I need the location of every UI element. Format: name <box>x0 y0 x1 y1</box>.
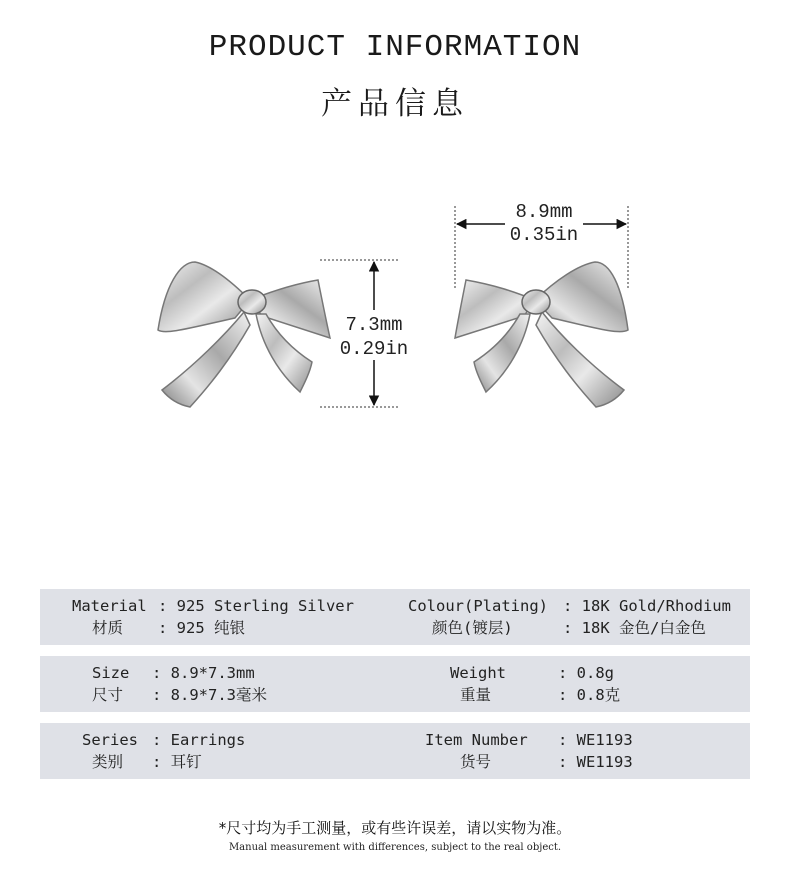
size-value-cn: : 8.9*7.3毫米 <box>152 686 267 704</box>
bow-earring-front-view <box>158 262 330 407</box>
material-label: Material <box>72 597 147 615</box>
height-mm-label: 7.3mm <box>345 314 403 336</box>
weight-label: Weight <box>450 664 506 682</box>
item-number-value-cn: : WE1193 <box>558 753 633 771</box>
item-number-label-cn: 货号 <box>460 753 492 771</box>
colour-label-cn: 颜色(镀层) <box>432 619 513 637</box>
weight-value: : 0.8g <box>558 664 614 682</box>
product-image-area <box>0 190 790 430</box>
size-label: Size <box>92 664 130 682</box>
material-value-cn: : 925 纯银 <box>158 619 245 637</box>
material-value: : 925 Sterling Silver <box>158 597 354 615</box>
width-in-label: 0.35in <box>509 224 579 246</box>
size-label-cn: 尺寸 <box>92 686 124 704</box>
measurement-note-en: Manual measurement with differences, subject to the real object. <box>228 842 562 853</box>
series-value: : Earrings <box>152 731 246 749</box>
material-label-cn: 材质 <box>92 619 124 637</box>
width-mm-label: 8.9mm <box>515 201 573 223</box>
colour-value: : 18K Gold/Rhodium <box>563 597 731 615</box>
bow-earring-back-view <box>455 262 628 407</box>
series-label: Series <box>82 731 138 749</box>
spec-row-material <box>40 589 750 645</box>
measurement-note-cn: *尺寸均为手工测量，或有些许误差，请以实物为准。 <box>218 819 572 837</box>
colour-value-cn: : 18K 金色/白金色 <box>563 619 706 637</box>
spec-row-series <box>40 723 750 779</box>
height-in-label: 0.29in <box>339 338 409 360</box>
series-label-cn: 类别 <box>92 753 124 771</box>
series-value-cn: : 耳钉 <box>152 753 202 771</box>
spec-row-size <box>40 656 750 712</box>
colour-label: Colour(Plating) <box>408 597 548 615</box>
page-title-en: PRODUCT INFORMATION <box>208 30 582 65</box>
weight-label-cn: 重量 <box>460 686 492 704</box>
item-number-label: Item Number <box>425 731 528 749</box>
weight-value-cn: : 0.8克 <box>558 686 621 704</box>
item-number-value: : WE1193 <box>558 731 633 749</box>
size-value: : 8.9*7.3mm <box>152 664 255 682</box>
page-title-cn: 产品信息 <box>321 86 469 122</box>
